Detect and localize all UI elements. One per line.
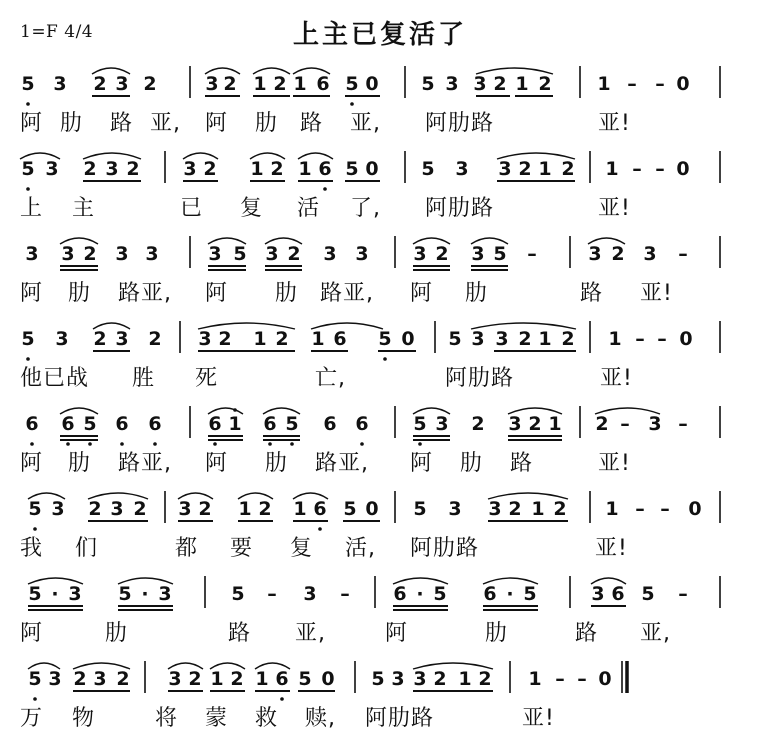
note: 1 bbox=[293, 498, 307, 520]
note: 1 bbox=[255, 668, 269, 690]
note: 5 bbox=[298, 668, 312, 690]
note: 5 bbox=[413, 413, 427, 435]
lyric-syllable: 阿 bbox=[20, 111, 44, 136]
note: 6 bbox=[393, 583, 407, 605]
music-system-4 bbox=[0, 315, 760, 400]
note: – bbox=[627, 73, 637, 95]
note: 1 bbox=[605, 158, 619, 180]
note: 5 bbox=[231, 583, 245, 605]
low-octave-dot bbox=[280, 697, 284, 701]
note: 2 bbox=[435, 243, 449, 265]
lyric-syllable: 物 bbox=[72, 706, 96, 731]
note: – bbox=[635, 498, 645, 520]
note: 1 bbox=[597, 73, 611, 95]
note: 3 bbox=[93, 668, 107, 690]
note: 3 bbox=[168, 668, 182, 690]
note: 2 bbox=[561, 158, 575, 180]
note: 5 bbox=[28, 583, 42, 605]
note: 3 bbox=[115, 328, 129, 350]
note: 0 bbox=[365, 73, 379, 95]
note: 5 bbox=[413, 498, 427, 520]
lyric-syllable: 阿肋路 bbox=[425, 111, 495, 136]
note: 3 bbox=[413, 668, 427, 690]
note: 1 bbox=[538, 328, 552, 350]
note: 3 bbox=[48, 668, 62, 690]
note: 1 bbox=[458, 668, 472, 690]
note: 5 bbox=[343, 498, 357, 520]
note: 0 bbox=[676, 73, 690, 95]
lyric-syllable: 肋 bbox=[460, 451, 484, 476]
note: 3 bbox=[265, 243, 279, 265]
lyric-syllable: 亚! bbox=[598, 196, 631, 221]
note: · bbox=[416, 583, 424, 605]
note: 1 bbox=[238, 498, 252, 520]
note: – bbox=[632, 158, 642, 180]
note: 3 bbox=[591, 583, 605, 605]
lyric-syllable: 我 bbox=[20, 536, 44, 561]
low-octave-dot bbox=[290, 442, 294, 446]
lyric-syllable: 肋 bbox=[60, 111, 84, 136]
note: 6 bbox=[148, 413, 162, 435]
note: 1 bbox=[548, 413, 562, 435]
note: 3 bbox=[51, 498, 65, 520]
note: 3 bbox=[448, 498, 462, 520]
note: 1 bbox=[228, 413, 242, 435]
lyric-syllable: 了, bbox=[350, 196, 381, 221]
note: 2 bbox=[518, 158, 532, 180]
lyric-syllable: 路 bbox=[110, 111, 134, 136]
lyric-syllable: 复 bbox=[290, 536, 314, 561]
note: 1 bbox=[528, 668, 542, 690]
note: 5 bbox=[493, 243, 507, 265]
lyric-syllable: 亚, bbox=[295, 621, 326, 646]
notation-staff bbox=[0, 315, 760, 400]
lyric-syllable: 路 bbox=[228, 621, 252, 646]
lyric-syllable: 亚, bbox=[350, 111, 381, 136]
note: – bbox=[527, 243, 537, 265]
note: 2 bbox=[595, 413, 609, 435]
lyric-syllable: 亡, bbox=[315, 366, 346, 391]
lyric-syllable: 肋 bbox=[465, 281, 489, 306]
note: 3 bbox=[25, 243, 39, 265]
note: 3 bbox=[323, 243, 337, 265]
note: – bbox=[660, 498, 670, 520]
note: 3 bbox=[413, 243, 427, 265]
lyric-syllable: 活 bbox=[297, 196, 321, 221]
note: – bbox=[577, 668, 587, 690]
note: 6 bbox=[316, 73, 330, 95]
music-system-8 bbox=[0, 655, 760, 740]
high-octave-dot bbox=[233, 408, 237, 412]
lyric-syllable: 要 bbox=[230, 536, 254, 561]
note: 3 bbox=[588, 243, 602, 265]
lyric-syllable: 路 bbox=[510, 451, 534, 476]
note: 6 bbox=[313, 498, 327, 520]
note: 3 bbox=[643, 243, 657, 265]
note: 6 bbox=[61, 413, 75, 435]
lyric-syllable: 都 bbox=[175, 536, 199, 561]
note: 2 bbox=[203, 158, 217, 180]
note: 2 bbox=[88, 498, 102, 520]
note: 2 bbox=[198, 498, 212, 520]
note: 2 bbox=[287, 243, 301, 265]
note: – bbox=[267, 583, 277, 605]
note: 3 bbox=[435, 413, 449, 435]
note: 2 bbox=[538, 73, 552, 95]
note: 2 bbox=[116, 668, 130, 690]
note: 2 bbox=[528, 413, 542, 435]
note: 2 bbox=[133, 498, 147, 520]
note: 0 bbox=[688, 498, 702, 520]
note: 5 bbox=[285, 413, 299, 435]
note: 5 bbox=[233, 243, 247, 265]
key-signature: 1=F 4/4 bbox=[20, 22, 94, 42]
music-system-6 bbox=[0, 485, 760, 570]
note: 5 bbox=[345, 158, 359, 180]
note: 5 bbox=[118, 583, 132, 605]
note: 2 bbox=[508, 498, 522, 520]
note: 1 bbox=[311, 328, 325, 350]
lyric-syllable: 路 bbox=[575, 621, 599, 646]
note: 0 bbox=[321, 668, 335, 690]
lyric-syllable: 赎, bbox=[305, 706, 336, 731]
note: 6 bbox=[263, 413, 277, 435]
note: 5 bbox=[21, 73, 35, 95]
note: 5 bbox=[28, 498, 42, 520]
lyric-syllable: 阿 bbox=[205, 451, 229, 476]
note: 2 bbox=[273, 73, 287, 95]
lyric-syllable: 死 bbox=[195, 366, 219, 391]
lyric-syllable: 阿 bbox=[410, 281, 434, 306]
lyric-syllable: 肋 bbox=[105, 621, 129, 646]
note: 5 bbox=[21, 328, 35, 350]
note: 3 bbox=[471, 328, 485, 350]
lyric-syllable: 阿 bbox=[205, 281, 229, 306]
note: 5 bbox=[421, 158, 435, 180]
note: 3 bbox=[115, 73, 129, 95]
note: 5 bbox=[523, 583, 537, 605]
note: 2 bbox=[471, 413, 485, 435]
lyric-syllable: 他已战 bbox=[20, 366, 90, 391]
note: 0 bbox=[598, 668, 612, 690]
low-octave-dot bbox=[318, 527, 322, 531]
note: 3 bbox=[61, 243, 75, 265]
note: 6 bbox=[483, 583, 497, 605]
note: 6 bbox=[333, 328, 347, 350]
note: 2 bbox=[611, 243, 625, 265]
note: 3 bbox=[115, 243, 129, 265]
note: 6 bbox=[611, 583, 625, 605]
music-system-3 bbox=[0, 230, 760, 315]
note: · bbox=[51, 583, 59, 605]
lyric-syllable: 亚! bbox=[640, 281, 673, 306]
note: 3 bbox=[205, 73, 219, 95]
note: 1 bbox=[250, 158, 264, 180]
note: 3 bbox=[178, 498, 192, 520]
note: 5 bbox=[371, 668, 385, 690]
music-system-5 bbox=[0, 400, 760, 485]
lyric-syllable: 亚, bbox=[640, 621, 671, 646]
note: – bbox=[620, 413, 630, 435]
note: 2 bbox=[433, 668, 447, 690]
low-octave-dot bbox=[383, 357, 387, 361]
note: 3 bbox=[198, 328, 212, 350]
lyric-syllable: 复 bbox=[240, 196, 264, 221]
lyric-syllable: 蒙 bbox=[205, 706, 229, 731]
note: 2 bbox=[93, 328, 107, 350]
note: 3 bbox=[158, 583, 172, 605]
lyric-syllable: 亚! bbox=[522, 706, 555, 731]
note: – bbox=[655, 73, 665, 95]
note: 1 bbox=[531, 498, 545, 520]
note: 5 bbox=[345, 73, 359, 95]
note: 3 bbox=[53, 73, 67, 95]
lyric-syllable: 肋 bbox=[265, 451, 289, 476]
note: 3 bbox=[183, 158, 197, 180]
note: 3 bbox=[455, 158, 469, 180]
note: 3 bbox=[391, 668, 405, 690]
lyric-syllable: 已 bbox=[180, 196, 204, 221]
note: 3 bbox=[498, 158, 512, 180]
lyric-syllable: 阿肋路 bbox=[445, 366, 515, 391]
note: – bbox=[678, 243, 688, 265]
note: – bbox=[635, 328, 645, 350]
lyric-syllable: 亚! bbox=[598, 111, 631, 136]
lyric-syllable: 肋 bbox=[485, 621, 509, 646]
lyric-syllable: 路亚, bbox=[315, 451, 369, 476]
lyric-syllable: 路亚, bbox=[118, 451, 172, 476]
lyric-syllable: 亚! bbox=[598, 451, 631, 476]
note: 2 bbox=[218, 328, 232, 350]
lyric-syllable: 亚! bbox=[600, 366, 633, 391]
note: 5 bbox=[21, 158, 35, 180]
note: 3 bbox=[508, 413, 522, 435]
note: 2 bbox=[83, 243, 97, 265]
lyric-syllable: 阿肋路 bbox=[425, 196, 495, 221]
lyric-syllable: 阿肋路 bbox=[410, 536, 480, 561]
note: – bbox=[657, 328, 667, 350]
note: 6 bbox=[318, 158, 332, 180]
note: 1 bbox=[253, 328, 267, 350]
note: 1 bbox=[538, 158, 552, 180]
note: 5 bbox=[28, 668, 42, 690]
lyric-syllable: 肋 bbox=[68, 451, 92, 476]
note: – bbox=[678, 413, 688, 435]
lyric-syllable: 主 bbox=[72, 196, 96, 221]
note: 5 bbox=[83, 413, 97, 435]
lyric-syllable: 上 bbox=[20, 196, 44, 221]
lyric-syllable: 肋 bbox=[255, 111, 279, 136]
lyric-syllable: 阿肋路 bbox=[365, 706, 435, 731]
note: 3 bbox=[355, 243, 369, 265]
note: 2 bbox=[270, 158, 284, 180]
music-system-7 bbox=[0, 570, 760, 655]
note: 3 bbox=[471, 243, 485, 265]
lyric-syllable: 路 bbox=[580, 281, 604, 306]
notation-staff bbox=[0, 485, 760, 570]
lyric-syllable: 阿 bbox=[20, 281, 44, 306]
note: 6 bbox=[25, 413, 39, 435]
note: 2 bbox=[188, 668, 202, 690]
note: 6 bbox=[355, 413, 369, 435]
note: 2 bbox=[258, 498, 272, 520]
lyric-syllable: 阿 bbox=[410, 451, 434, 476]
note: 2 bbox=[230, 668, 244, 690]
lyric-syllable: 阿 bbox=[20, 451, 44, 476]
note: 5 bbox=[433, 583, 447, 605]
note: 3 bbox=[145, 243, 159, 265]
lyric-syllable: 将 bbox=[155, 706, 179, 731]
note: 3 bbox=[445, 73, 459, 95]
note: 5 bbox=[421, 73, 435, 95]
notation-staff bbox=[0, 400, 760, 485]
lyric-syllable: 胜 bbox=[132, 366, 156, 391]
lyric-syllable: 阿 bbox=[20, 621, 44, 646]
note: 3 bbox=[208, 243, 222, 265]
note: 2 bbox=[93, 73, 107, 95]
note: 6 bbox=[208, 413, 222, 435]
music-system-2 bbox=[0, 145, 760, 230]
lyric-syllable: 亚! bbox=[595, 536, 628, 561]
note: 5 bbox=[378, 328, 392, 350]
note: 2 bbox=[83, 158, 97, 180]
note: 0 bbox=[365, 498, 379, 520]
note: – bbox=[340, 583, 350, 605]
note: 0 bbox=[365, 158, 379, 180]
lyric-syllable: 肋 bbox=[68, 281, 92, 306]
note: 3 bbox=[473, 73, 487, 95]
note: 0 bbox=[676, 158, 690, 180]
note: 3 bbox=[648, 413, 662, 435]
note: 1 bbox=[608, 328, 622, 350]
lyric-syllable: 阿 bbox=[205, 111, 229, 136]
song-title: 上主已复活了 bbox=[292, 20, 467, 50]
note: 3 bbox=[495, 328, 509, 350]
note: 2 bbox=[561, 328, 575, 350]
note: – bbox=[678, 583, 688, 605]
lyric-syllable: 亚, bbox=[150, 111, 181, 136]
note: 3 bbox=[105, 158, 119, 180]
note: 5 bbox=[641, 583, 655, 605]
note: – bbox=[555, 668, 565, 690]
music-system-1 bbox=[0, 60, 760, 145]
lyric-syllable: 肋 bbox=[275, 281, 299, 306]
note: 3 bbox=[110, 498, 124, 520]
note: 2 bbox=[478, 668, 492, 690]
note: 0 bbox=[679, 328, 693, 350]
note: 2 bbox=[223, 73, 237, 95]
lyric-syllable: 路亚, bbox=[118, 281, 172, 306]
note: 2 bbox=[518, 328, 532, 350]
note: 2 bbox=[275, 328, 289, 350]
score-header bbox=[0, 0, 760, 55]
lyric-syllable: 路 bbox=[300, 111, 324, 136]
note: 3 bbox=[303, 583, 317, 605]
low-octave-dot bbox=[323, 187, 327, 191]
note: 3 bbox=[45, 158, 59, 180]
lyric-syllable: 们 bbox=[75, 536, 99, 561]
note: 3 bbox=[55, 328, 69, 350]
note: – bbox=[655, 158, 665, 180]
note: 2 bbox=[126, 158, 140, 180]
note: 3 bbox=[488, 498, 502, 520]
note: 6 bbox=[115, 413, 129, 435]
note: 0 bbox=[401, 328, 415, 350]
note: 1 bbox=[298, 158, 312, 180]
note: 2 bbox=[553, 498, 567, 520]
note: 2 bbox=[143, 73, 157, 95]
lyric-syllable: 路亚, bbox=[320, 281, 374, 306]
note: 1 bbox=[210, 668, 224, 690]
note: 1 bbox=[605, 498, 619, 520]
note: 2 bbox=[73, 668, 87, 690]
note: 6 bbox=[323, 413, 337, 435]
lyric-syllable: 万 bbox=[20, 706, 44, 731]
lyric-syllable: 活, bbox=[345, 536, 376, 561]
note: 6 bbox=[275, 668, 289, 690]
note: 3 bbox=[68, 583, 82, 605]
note: 1 bbox=[515, 73, 529, 95]
lyric-syllable: 阿 bbox=[385, 621, 409, 646]
note: · bbox=[141, 583, 149, 605]
note: · bbox=[506, 583, 514, 605]
note: 5 bbox=[448, 328, 462, 350]
note: 1 bbox=[253, 73, 267, 95]
note: 2 bbox=[148, 328, 162, 350]
lyric-syllable: 救 bbox=[255, 706, 279, 731]
note: 1 bbox=[293, 73, 307, 95]
note: 2 bbox=[493, 73, 507, 95]
